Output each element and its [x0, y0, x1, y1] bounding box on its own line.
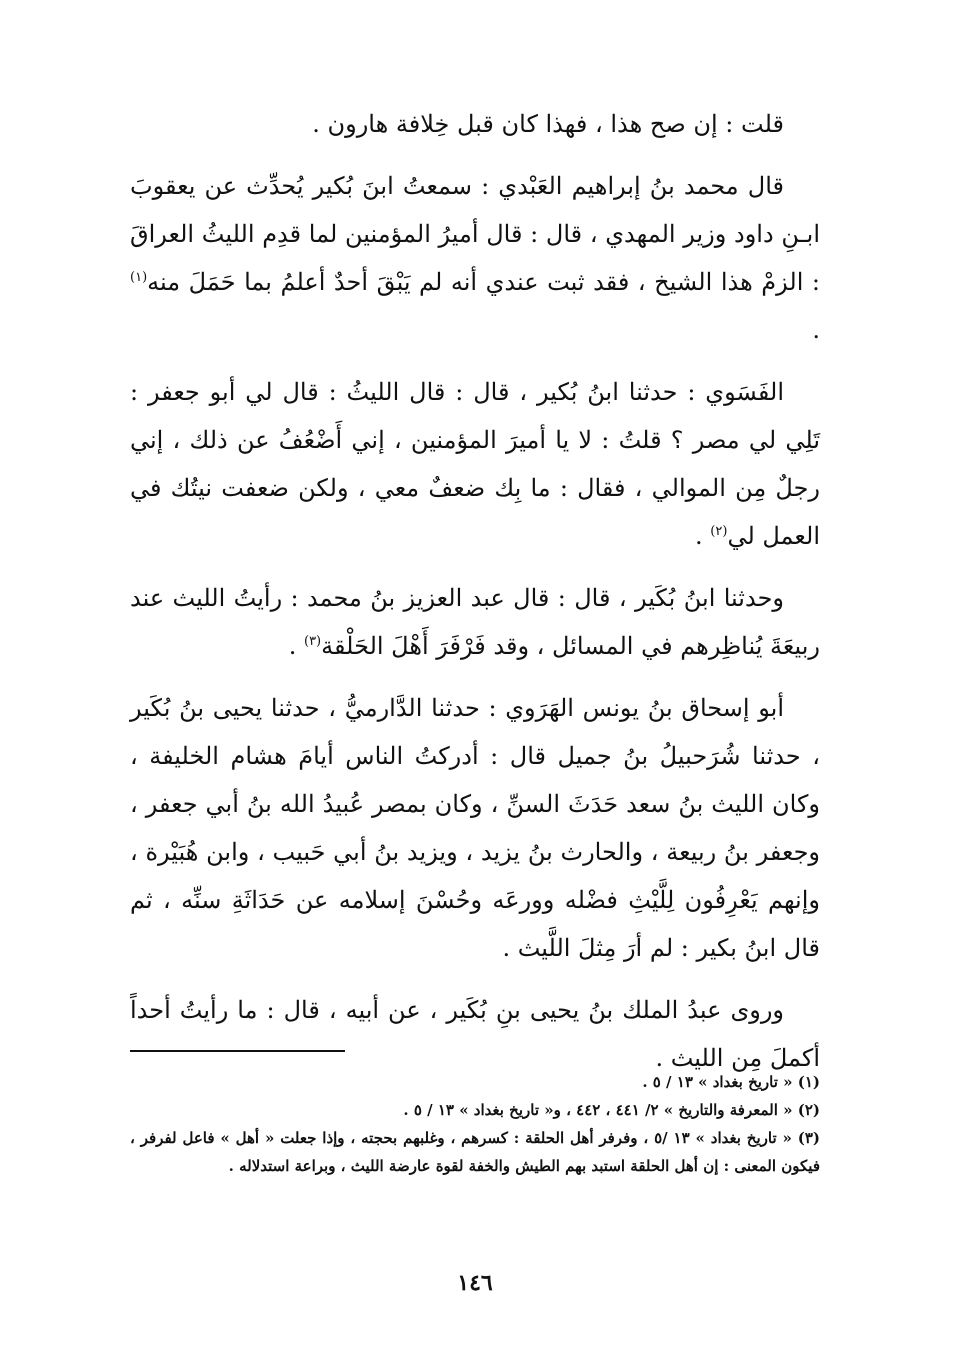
main-text	[130, 100, 820, 1082]
sentence-end: .	[812, 316, 820, 344]
book-page	[130, 100, 820, 1330]
paragraph-text: وحدثنا ابنُ بُكَير ، قال : قال عبد العزيز بنُ محمد : رأيتُ الليث عند ربيعَةَ يُناظِرهم في المسائل ، وقد فَرْفَرَ أَهْلَ الحَلْقة	[130, 584, 820, 660]
paragraph-text: الفَسَوي : حدثنا ابنُ بُكير ، قال : قال الليثُ : قال لي أبو جعفر : تَلِي لي مصر ؟ قلتُ : لا يا أميرَ المؤمنين ، إني أَضْعُفُ عن ذلك ، إني رجلٌ مِن الموالي ، فقال : ما بِك ضعفٌ معي ، ولكن ضعفت نيتُك في العمل لي	[130, 378, 820, 550]
paragraph	[130, 162, 820, 354]
paragraph-text: قال محمد بنُ إبراهيم العَبْدي : سمعتُ ابنَ بُكير يُحدِّث عن يعقوبَ ابـنِ داود وزير المهدي ، قال : قال أميرُ المؤمنين لما قدِم الليثُ العراقَ : الزمْ هذا الشيخ ، فقد ثبت عندي أنه لم يَبْقَ أحدٌ أعلمُ بما حَمَلَ منه	[130, 172, 820, 296]
paragraph	[130, 100, 820, 148]
footnote-divider	[130, 1050, 345, 1052]
footnote: (٢) « المعرفة والتاريخ » ٢/ ٤٤١ ، ٤٤٢ ، و« تاريخ بغداد » ١٣ / ٥ .	[403, 1101, 820, 1119]
paragraph	[130, 684, 820, 972]
footnote-ref: (١)	[130, 270, 148, 285]
paragraph	[130, 574, 820, 670]
footnote-ref: (٢)	[710, 524, 728, 539]
footnotes	[130, 1068, 820, 1180]
footnote-ref: (٣)	[303, 634, 322, 649]
footnote: (٣) « تاريخ بغداد » ١٣ /٥ ، وفرفر أهل الحلقة : كسرهم ، وغلبهم بحجته ، وإذا جعلت « أهل » فاعل لفرفر ، فيكون المعنى : إن أهل الحلقة استبد بهم الطيش والخفة لقوة عارضة الليث ، وبراعة استدلاله .	[130, 1129, 821, 1175]
paragraph-text: قلت : إن صح هذا ، فهذا كان قبل خِلافة هارون .	[312, 110, 784, 138]
page-number: ١٤٦	[457, 1270, 493, 1296]
paragraph	[130, 368, 820, 560]
footnote: (١) « تاريخ بغداد » ١٣ / ٥ .	[642, 1073, 820, 1091]
paragraph-text: أبو إسحاق بنُ يونس الهَرَوي : حدثنا الدَّارميُّ ، حدثنا يحيى بنُ بُكَير ، حدثنا شُرَحبيلُ بنُ جميل قال : أدركتُ الناس أيامَ هشام الخليفة ، وكان الليث بنُ سعد حَدَثَ السنِّ ، وكان بمصر عُبيدُ الله بنُ أبي جعفر ، وجعفر بنُ ربيعة ، والحارث بنُ يزيد ، ويزيد بنُ أبي حَبيب ، وابن هُبَيْرة ، وإنهم يَعْرِفُون لِلَّيْثِ فضْله وورعَه وحُسْنَ إسلامه عن حَدَاثَةِ سنِّه ، ثم قال ابنُ بكير : لم أرَ مِثلَ اللَّيث .	[130, 694, 820, 962]
sentence-end: .	[695, 522, 711, 550]
sentence-end: .	[288, 632, 304, 660]
paragraph-text: وروى عبدُ الملك بنُ يحيى بنِ بُكَير ، عن أبيه ، قال : ما رأيتُ أحداً أكملَ مِن الليث .	[130, 996, 820, 1072]
